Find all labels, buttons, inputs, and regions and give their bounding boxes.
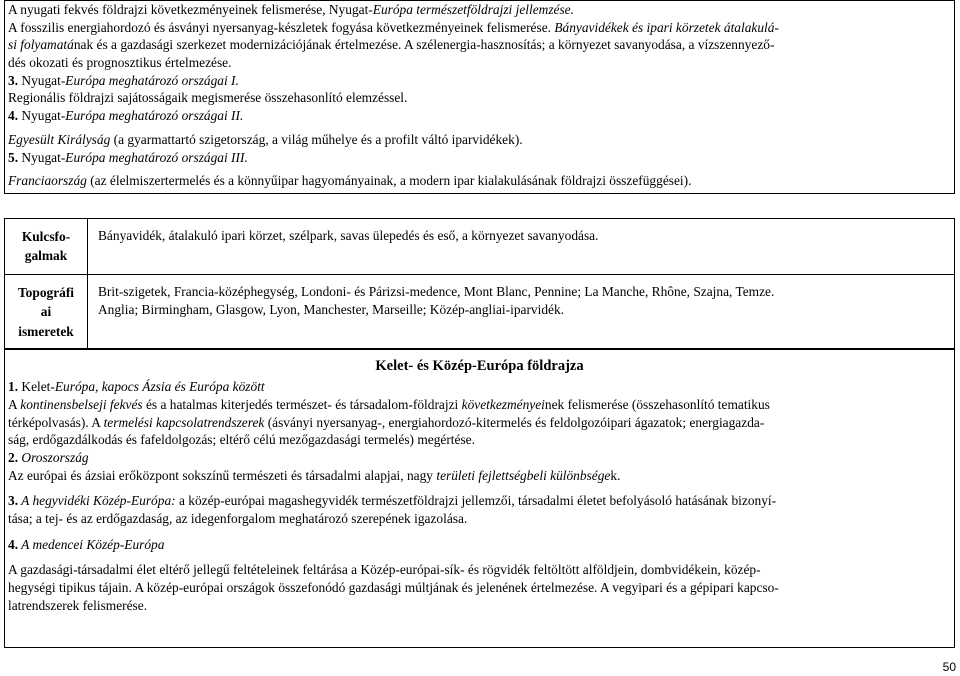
keywords-row bbox=[5, 219, 955, 275]
heading-3: 3. Nyugat-Európa meghatározó országai I. bbox=[8, 72, 239, 88]
paragraph-4: A gazdasági-társadalmi élet eltérő jellegű feltételeinek feltárása a Közép-európai-sík- és rögvidék feltöltött alföldjein, dombvidékein, közép- hegységi tipikus tájain. A közép-európai országok összefonódó gazdasági múltjának és jelenének értelmezése. A vegyipari és a gépipari kapcso- latrendszerek felismerése. bbox=[8, 562, 779, 613]
text-line: Regionális földrajzi sajátosságaik megismerése összehasonlító elemzéssel. bbox=[8, 90, 408, 106]
topography-label: Topográfi ai ismeretek bbox=[5, 274, 88, 349]
topography-row bbox=[5, 274, 955, 349]
text-line: A fosszilis energiahordozó és ásványi nyersanyag-készletek fogyása következményeinek felismerése. Bányavidékek és ipari körzetek átalakulá- bbox=[8, 19, 779, 35]
page-number: 50 bbox=[942, 660, 956, 674]
text-line: si folyamatának és a gazdasági szerkezet modernizációjának értelmezése. A szélenergia-hasznosítás; a környezet savanyodása, a vízszennyező- bbox=[8, 37, 775, 53]
subheading-4: 4. A medencei Közép-Európa bbox=[8, 536, 165, 552]
text-line: Egyesült Királyság (a gyarmattartó szigetország, a világ műhelye és a profilt váltó iparvidékek). bbox=[8, 131, 523, 147]
text-line: dés okozati és prognosztikus értelmezése. bbox=[8, 55, 232, 71]
paragraph-2: Az európai és ázsiai erőközpont sokszínű természeti és társadalmi alapjai, nagy területi fejlettségbeli különbségek. bbox=[8, 467, 621, 483]
keywords-table bbox=[4, 218, 955, 350]
subheading-3: 3. A hegyvidéki Közép-Európa: a közép-európai magashegyvidék természetföldrajzi jellemzői, társadalmi életet befolyásoló hatásának bizonyí- tása; a tej- és az erdőgazdaság, az idegenforgalom meghatározó szerepének igazolása. bbox=[8, 493, 777, 526]
objectives-block bbox=[4, 0, 955, 194]
subheading-2: 2. Oroszország bbox=[8, 449, 89, 465]
section-title: Kelet- és Közép-Európa földrajza bbox=[375, 358, 584, 374]
heading-4: 4. Nyugat-Európa meghatározó országai II. bbox=[8, 108, 244, 124]
section-block bbox=[4, 348, 955, 648]
heading-5: 5. Nyugat-Európa meghatározó országai III. bbox=[8, 149, 248, 165]
paragraph-1: A kontinensbelseji fekvés és a hatalmas kiterjedés természet- és társadalom-földrajzi következményeinek felismerése (összehasonlító tematikus térképolvasás). A termelési kapcsolatrendszerek (ásványi nyersanyag-, energiahordozó-kitermelés és feldolgozóipari ágazatok; energiagazda- ság, erdőgazdálkodás és fafeldolgozás; eltérő célú mezőgazdasági termelés) megértése. bbox=[8, 396, 770, 448]
subheading-1: 1. Kelet-Európa, kapocs Ázsia és Európa között bbox=[8, 379, 265, 395]
keywords-label: Kulcsfo- galmak bbox=[5, 219, 88, 275]
topography-value: Brit-szigetek, Francia-középhegység, Londoni- és Párizsi-medence, Mont Blanc, Pennine; La Manche, Rhône, Szajna, Temze. Anglia; Birmingham, Glasgow, Lyon, Manchester, Marseille; Közép-angliai-iparvidék. bbox=[88, 274, 955, 349]
text-line: A nyugati fekvés földrajzi következményeinek felismerése, Nyugat-Európa természetföldrajzi jellemzése. bbox=[8, 2, 574, 17]
keywords-value: Bányavidék, átalakuló ipari körzet, szélpark, savas ülepedés és eső, a környezet savanyodása. bbox=[88, 219, 955, 275]
text-line: Franciaország (az élelmiszertermelés és a könnyűipar hagyományainak, a modern ipar kialakulásának földrajzi összefüggései). bbox=[8, 173, 692, 189]
